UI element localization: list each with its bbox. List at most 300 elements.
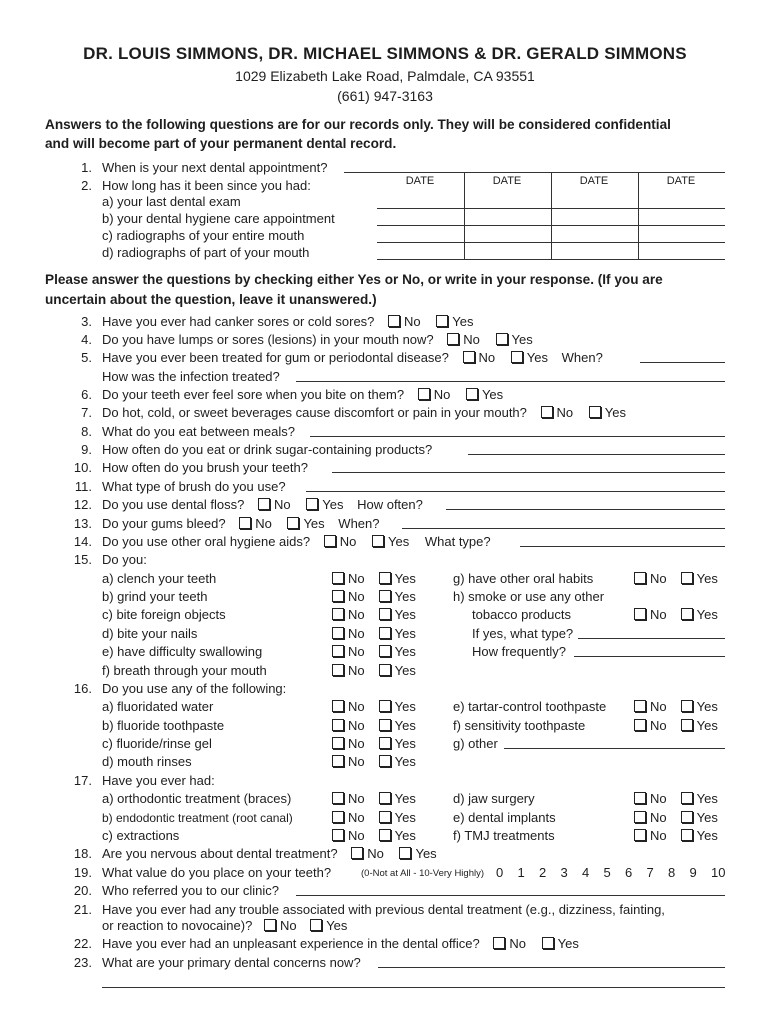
yes-label: Yes: [511, 332, 533, 347]
q14-text: [102, 534, 491, 550]
checkbox-icon: [332, 608, 344, 620]
checkbox-icon: [681, 700, 693, 712]
yes-option[interactable]: [379, 828, 416, 843]
yes-option[interactable]: [681, 791, 718, 806]
q2-text: How long has it been since you had:: [102, 178, 311, 193]
q22-label: Have you ever had an unpleasant experience in the dental office?: [102, 936, 480, 951]
yes-label: Yes: [394, 810, 416, 825]
no-label: No: [348, 607, 365, 622]
checkbox-icon: [681, 572, 693, 584]
q7-number: 7.: [81, 405, 92, 420]
yes-option[interactable]: [379, 607, 416, 622]
yes-label: Yes: [326, 918, 348, 933]
checkbox-icon: [332, 627, 344, 639]
q15d-options: [332, 626, 416, 642]
checkbox-icon: [310, 919, 322, 931]
q16-item-g: g) other: [453, 736, 498, 751]
practice-phone: (661) 947-3163: [337, 88, 433, 104]
checkbox-icon: [379, 719, 391, 731]
checkbox-icon: [332, 700, 344, 712]
scale-4[interactable]: 4: [582, 865, 590, 880]
no-label: No: [348, 736, 365, 751]
q17-item-c: c) extractions: [102, 828, 180, 843]
checkbox-icon: [681, 608, 693, 620]
no-option[interactable]: [332, 663, 365, 678]
no-label: No: [404, 314, 421, 329]
q15a-options: [332, 571, 416, 587]
no-label: No: [348, 644, 365, 659]
intro-line-1: Answers to the following questions are for our records only. They will be considered confidential: [45, 117, 671, 132]
q16-item-d: d) mouth rinses: [102, 754, 192, 769]
q4-label: Do you have lumps or sores (lesions) in your mouth now?: [102, 332, 434, 347]
checkbox-icon: [634, 792, 646, 804]
no-label: No: [650, 699, 667, 714]
scale-8[interactable]: 8: [668, 865, 676, 880]
checkbox-icon: [436, 315, 448, 327]
no-label: No: [650, 607, 667, 622]
checkbox-icon: [379, 572, 391, 584]
q21-label: or reaction to novocaine)?: [102, 918, 253, 933]
q14-number: 14.: [73, 534, 92, 549]
q17f-options: [634, 828, 718, 844]
no-option[interactable]: [634, 699, 667, 714]
q3-no[interactable]: [388, 314, 421, 329]
checkbox-icon: [463, 351, 475, 363]
q23-number: 23.: [73, 955, 92, 970]
no-option[interactable]: [332, 718, 365, 733]
q13-no[interactable]: [239, 516, 272, 531]
checkbox-icon: [634, 572, 646, 584]
q1-text: When is your next dental appointment?: [102, 160, 328, 175]
q17-item-f: f) TMJ treatments: [453, 828, 555, 843]
yes-option[interactable]: [379, 663, 416, 678]
no-option[interactable]: [332, 589, 365, 604]
checkbox-icon: [379, 700, 391, 712]
q16-text: Do you use any of the following:: [102, 681, 287, 696]
q15-h-type-label: If yes, what type?: [472, 626, 574, 641]
yes-option[interactable]: [681, 718, 718, 733]
yes-label: Yes: [481, 387, 504, 402]
practice-address: 1029 Elizabeth Lake Road, Palmdale, CA 93551: [235, 68, 535, 84]
q7-label: Do hot, cold, or sweet beverages cause discomfort or pain in your mouth?: [102, 405, 527, 420]
checkbox-icon: [542, 937, 554, 949]
q14-label: Do you use other oral hygiene aids?: [102, 534, 311, 549]
q7-yes[interactable]: [589, 405, 626, 420]
no-option[interactable]: [332, 607, 365, 622]
q15-text: Do you:: [102, 552, 147, 567]
q2-item-b: b) your dental hygiene care appointment: [102, 211, 335, 226]
q16b-options: [332, 718, 416, 734]
q9-text: How often do you eat or drink sugar-containing products?: [102, 442, 433, 457]
q16-item-b: b) fluoride toothpaste: [102, 718, 225, 733]
scale-2[interactable]: 2: [539, 865, 547, 880]
no-option[interactable]: [332, 626, 365, 641]
q16-other-line[interactable]: [504, 748, 725, 749]
q22-text: [102, 936, 579, 952]
q17c-options: [332, 828, 416, 844]
q16-number: 16.: [73, 681, 92, 696]
q14-answer-line[interactable]: [520, 546, 725, 547]
checkbox-icon: [681, 792, 693, 804]
checkbox-icon: [379, 608, 391, 620]
date-header-4: DATE: [666, 175, 696, 187]
date-header-3: DATE: [579, 175, 609, 187]
yes-option[interactable]: [379, 736, 416, 751]
no-label: No: [367, 846, 384, 861]
q15-h-type-line[interactable]: [578, 638, 725, 639]
no-label: No: [279, 918, 297, 933]
checkbox-icon: [634, 811, 646, 823]
q15-item-a: a) clench your teeth: [102, 571, 217, 586]
q15g-options: [634, 571, 718, 587]
checkbox-icon: [332, 590, 344, 602]
q15-item-f: f) breath through your mouth: [102, 663, 267, 678]
yes-option[interactable]: [379, 718, 416, 733]
no-option[interactable]: [332, 644, 365, 659]
yes-label: Yes: [394, 718, 416, 733]
checkbox-icon: [332, 572, 344, 584]
no-label: No: [348, 810, 365, 825]
q22-number: 22.: [73, 936, 92, 951]
no-label: No: [650, 791, 667, 806]
yes-label: Yes: [696, 607, 718, 622]
checkbox-icon: [351, 847, 363, 859]
yes-label: Yes: [388, 534, 410, 549]
q15f-options: [332, 663, 416, 679]
no-option[interactable]: [634, 810, 667, 825]
checkbox-icon: [634, 608, 646, 620]
q12-number: 12.: [73, 497, 92, 512]
yes-label: Yes: [394, 607, 416, 622]
q3-label: Have you ever had canker sores or cold sores?: [102, 314, 375, 329]
no-option[interactable]: [634, 718, 667, 733]
q18-yes[interactable]: [399, 846, 436, 861]
q17-number: 17.: [73, 773, 92, 788]
q15-h-frequency-line[interactable]: [574, 656, 725, 657]
checkbox-icon: [634, 700, 646, 712]
checkbox-icon: [418, 388, 430, 400]
checkbox-icon: [332, 811, 344, 823]
q2-item-a: a) your last dental exam: [102, 194, 241, 209]
checkbox-icon: [466, 388, 478, 400]
yes-label: Yes: [394, 589, 416, 604]
q14-no[interactable]: [324, 534, 357, 549]
q17-item-d: d) jaw surgery: [453, 791, 535, 806]
q6-no[interactable]: [418, 387, 451, 402]
q21-yes[interactable]: [310, 918, 347, 933]
no-option[interactable]: [332, 791, 365, 806]
scale-1[interactable]: 1: [517, 865, 525, 880]
q13-answer-line[interactable]: [402, 528, 725, 529]
q21-text-line-2: [102, 918, 347, 934]
yes-label: Yes: [394, 571, 416, 586]
instructions-line-2: uncertain about the question, leave it unanswered.): [45, 292, 377, 307]
q6-label: Do your teeth ever feel sore when you bite on them?: [102, 387, 405, 402]
checkbox-icon: [324, 535, 336, 547]
yes-label: Yes: [322, 497, 344, 512]
q23-text: What are your primary dental concerns now?: [102, 955, 361, 970]
checkbox-icon: [379, 645, 391, 657]
no-label: No: [348, 718, 365, 733]
no-label: No: [556, 405, 574, 420]
q10-number: 10.: [73, 460, 92, 475]
no-label: No: [509, 936, 526, 951]
checkbox-icon: [634, 719, 646, 731]
q22-yes[interactable]: [542, 936, 579, 951]
yes-label: Yes: [557, 936, 579, 951]
yes-option[interactable]: [379, 589, 416, 604]
no-option[interactable]: [634, 607, 667, 622]
no-label: No: [348, 626, 365, 641]
no-option[interactable]: [332, 571, 365, 586]
checkbox-icon: [258, 498, 270, 510]
q6-yes[interactable]: [466, 387, 503, 402]
no-option[interactable]: [332, 828, 365, 843]
checkbox-icon: [239, 517, 251, 529]
q17b-options: [332, 810, 416, 826]
checkbox-icon: [589, 406, 601, 418]
no-option[interactable]: [332, 754, 365, 769]
checkbox-icon: [332, 737, 344, 749]
checkbox-icon: [681, 829, 693, 841]
checkbox-icon: [681, 719, 693, 731]
yes-label: Yes: [696, 699, 718, 714]
q12-label: Do you use dental floss?: [102, 497, 245, 512]
q19-text: What value do you place on your teeth?: [102, 865, 332, 880]
q16e-options: [634, 699, 718, 715]
q2-item-c: c) radiographs of your entire mouth: [102, 228, 305, 243]
checkbox-icon: [332, 719, 344, 731]
q13-number: 13.: [73, 516, 92, 531]
yes-label: Yes: [696, 791, 718, 806]
yes-label: Yes: [394, 828, 416, 843]
checkbox-icon: [681, 811, 693, 823]
checkbox-icon: [264, 919, 276, 931]
yes-option[interactable]: [681, 699, 718, 714]
q13-text: [102, 516, 380, 532]
checkbox-icon: [493, 937, 505, 949]
q16-item-c: c) fluoride/rinse gel: [102, 736, 212, 751]
q18-number: 18.: [73, 846, 92, 861]
q8-number: 8.: [81, 424, 92, 439]
q20-answer-line[interactable]: [296, 895, 725, 896]
scale-10[interactable]: 10: [711, 865, 726, 880]
q21-text-line-1: Have you ever had any trouble associated with previous dental treatment (e.g., dizziness, fainting,: [102, 902, 665, 917]
q17-item-b: b) endodontic treatment (root canal): [102, 811, 293, 825]
q5-label: Have you ever been treated for gum or periodontal disease?: [102, 350, 449, 365]
no-label: No: [274, 497, 291, 512]
yes-option[interactable]: [379, 791, 416, 806]
yes-label: Yes: [415, 846, 437, 861]
q3-text: [102, 314, 474, 330]
q12-extra-label: How often?: [357, 497, 423, 512]
checkbox-icon: [372, 535, 384, 547]
intro-line-2: and will become part of your permanent dental record.: [45, 136, 397, 151]
checkbox-icon: [332, 664, 344, 676]
checkbox-icon: [379, 590, 391, 602]
scale-5[interactable]: 5: [603, 865, 611, 880]
q15-item-d: d) bite your nails: [102, 626, 198, 641]
checkbox-icon: [379, 664, 391, 676]
q23-answer-line[interactable]: [378, 967, 725, 968]
q12-yes[interactable]: [306, 497, 343, 512]
checkbox-icon: [332, 755, 344, 767]
q15-item-e: e) have difficulty swallowing: [102, 644, 263, 659]
checkbox-icon: [379, 627, 391, 639]
q19-number: 19.: [73, 865, 92, 880]
q4-no[interactable]: [447, 332, 480, 347]
q21-no[interactable]: [264, 918, 297, 933]
q16d-options: [332, 754, 416, 770]
q5-yes[interactable]: [511, 350, 548, 365]
practice-title: DR. LOUIS SIMMONS, DR. MICHAEL SIMMONS & DR. GERALD SIMMONS: [83, 44, 687, 63]
q21-number: 21.: [73, 902, 92, 917]
q7-text: [102, 405, 626, 421]
q2-number: 2.: [81, 178, 92, 193]
q4-number: 4.: [81, 332, 92, 347]
q9-answer-line[interactable]: [468, 454, 725, 455]
q15-item-b: b) grind your teeth: [102, 589, 208, 604]
no-label: No: [348, 699, 365, 714]
q11-number: 11.: [74, 479, 92, 494]
q17d-options: [634, 791, 718, 807]
q5-sub-text: How was the infection treated?: [102, 369, 280, 384]
q15-number: 15.: [73, 552, 92, 567]
q12-no[interactable]: [258, 497, 291, 512]
yes-option[interactable]: [379, 754, 416, 769]
q15-h-frequency-label: How frequently?: [472, 644, 566, 659]
q20-text: Who referred you to our clinic?: [102, 883, 280, 898]
yes-label: Yes: [394, 736, 416, 751]
q14-yes[interactable]: [372, 534, 409, 549]
no-option[interactable]: [332, 810, 365, 825]
q18-text: [102, 846, 437, 862]
checkbox-icon: [379, 811, 391, 823]
yes-option[interactable]: [379, 626, 416, 641]
date-header-2: DATE: [492, 175, 522, 187]
q12-text: [102, 497, 423, 513]
no-option[interactable]: [332, 699, 365, 714]
q11-answer-line[interactable]: [306, 491, 725, 492]
q7-no[interactable]: [541, 405, 574, 420]
q19-scale-note: (0-Not at All - 10-Very Highly): [361, 868, 485, 879]
q17-item-e: e) dental implants: [453, 810, 556, 825]
no-label: No: [650, 571, 667, 586]
q14-extra-label: What type?: [424, 534, 491, 549]
no-label: No: [339, 534, 357, 549]
checkbox-icon: [511, 351, 523, 363]
yes-label: Yes: [394, 791, 416, 806]
q1-number: 1.: [81, 160, 92, 175]
checkbox-icon: [447, 333, 459, 345]
yes-option[interactable]: [379, 571, 416, 586]
checkbox-icon: [388, 315, 400, 327]
q5-when-label: When?: [561, 350, 603, 365]
q16-item-e: e) tartar-control toothpaste: [453, 699, 607, 714]
scale-7[interactable]: 7: [646, 865, 654, 880]
q6-text: [102, 387, 503, 403]
yes-option[interactable]: [379, 644, 416, 659]
no-label: No: [433, 387, 451, 402]
q18-label: Are you nervous about dental treatment?: [102, 846, 338, 861]
q5-sub-line[interactable]: [296, 381, 725, 382]
no-label: No: [348, 571, 365, 586]
q15b-options: [332, 589, 416, 605]
no-label: No: [348, 791, 365, 806]
yes-option[interactable]: [681, 571, 718, 586]
scale-3[interactable]: 3: [560, 865, 568, 880]
yes-label: Yes: [394, 626, 416, 641]
checkbox-icon: [496, 333, 508, 345]
q15c-options: [332, 607, 416, 623]
q17-item-a: a) orthodontic treatment (braces): [102, 791, 292, 806]
no-option[interactable]: [634, 791, 667, 806]
q5-number: 5.: [81, 350, 92, 365]
q23-answer-line-2[interactable]: [102, 987, 725, 988]
yes-option[interactable]: [681, 810, 718, 825]
q8-answer-line[interactable]: [310, 436, 725, 437]
yes-label: Yes: [696, 718, 718, 733]
q12-answer-line[interactable]: [446, 509, 725, 510]
checkbox-icon: [379, 829, 391, 841]
no-label: No: [255, 516, 272, 531]
yes-label: Yes: [303, 516, 325, 531]
checkbox-icon: [379, 737, 391, 749]
yes-option[interactable]: [379, 699, 416, 714]
no-label: No: [478, 350, 496, 365]
yes-label: Yes: [526, 350, 548, 365]
checkbox-icon: [332, 645, 344, 657]
q2-item-d: d) radiographs of part of your mouth: [102, 245, 310, 260]
q16c-options: [332, 736, 416, 752]
q3-yes[interactable]: [436, 314, 473, 329]
q10-answer-line[interactable]: [332, 472, 725, 473]
no-option[interactable]: [332, 736, 365, 751]
yes-option[interactable]: [681, 607, 718, 622]
q15h-options: [634, 607, 718, 623]
scale-6[interactable]: 6: [625, 865, 633, 880]
yes-label: Yes: [394, 699, 416, 714]
no-label: No: [348, 663, 365, 678]
q16-item-a: a) fluoridated water: [102, 699, 214, 714]
q16a-options: [332, 699, 416, 715]
q20-number: 20.: [73, 883, 92, 898]
q5-when-line[interactable]: [640, 362, 725, 363]
q15-item-h-cont: tobacco products: [472, 607, 572, 622]
scale-9[interactable]: 9: [689, 865, 697, 880]
no-option[interactable]: [634, 571, 667, 586]
q18-no[interactable]: [351, 846, 384, 861]
yes-option[interactable]: [681, 828, 718, 843]
checkbox-icon: [399, 847, 411, 859]
no-label: No: [463, 332, 480, 347]
q13-yes[interactable]: [287, 516, 324, 531]
no-label: No: [650, 718, 667, 733]
scale-0[interactable]: 0: [496, 865, 504, 880]
yes-label: Yes: [696, 828, 718, 843]
q9-number: 9.: [81, 442, 92, 457]
q4-yes[interactable]: [496, 332, 533, 347]
date-grid[interactable]: [377, 172, 725, 263]
yes-option[interactable]: [379, 810, 416, 825]
yes-label: Yes: [604, 405, 626, 420]
no-option[interactable]: [634, 828, 667, 843]
no-label: No: [348, 828, 365, 843]
q22-no[interactable]: [493, 936, 526, 951]
no-label: No: [650, 810, 667, 825]
no-label: No: [348, 589, 365, 604]
q5-no[interactable]: [463, 350, 496, 365]
